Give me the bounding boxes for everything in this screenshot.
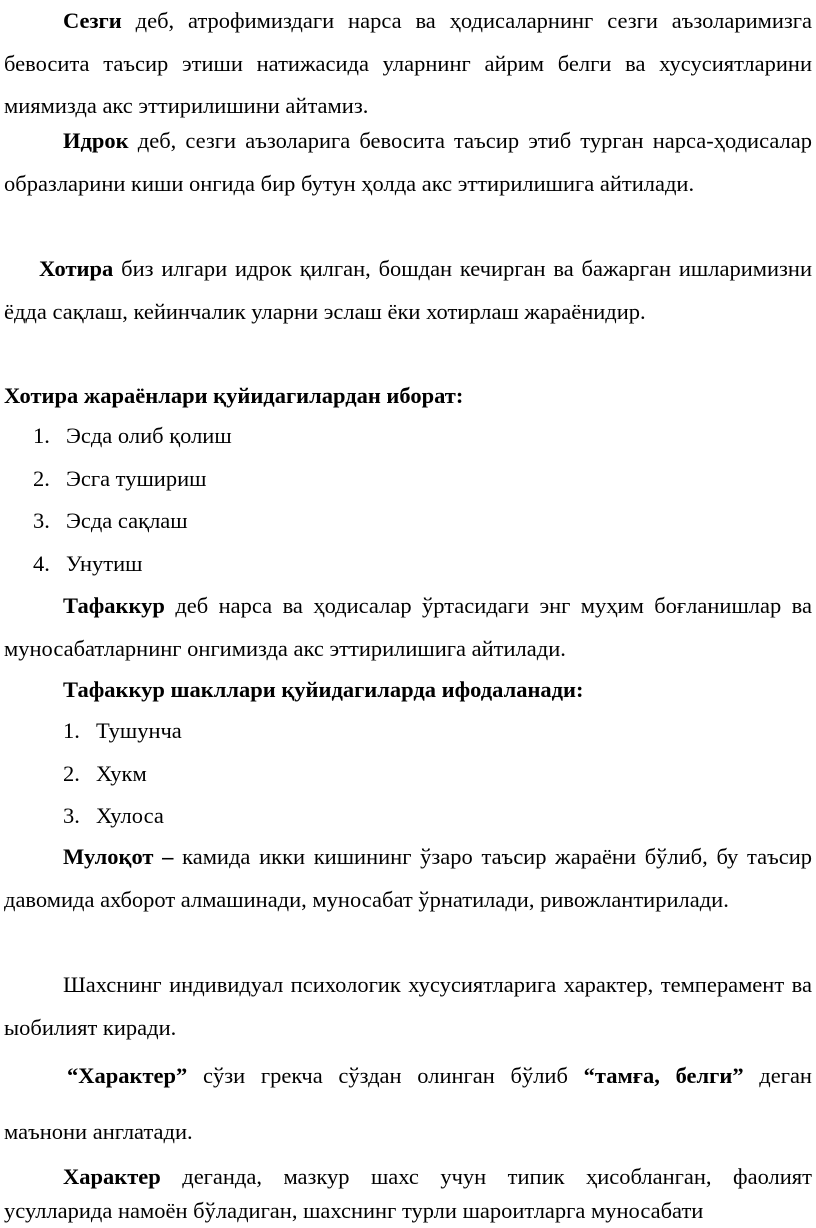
paragraph-communication xyxy=(4,836,812,921)
list-item-number: 4. xyxy=(33,550,50,576)
paragraph-sensation xyxy=(4,0,812,128)
list-item xyxy=(33,500,232,543)
list-item xyxy=(33,458,232,501)
list-item-label: Эсга тушириш xyxy=(66,465,207,491)
list-item xyxy=(63,710,182,753)
paragraph-memory xyxy=(4,248,812,333)
list-item-number: 2. xyxy=(63,760,80,786)
memory-processes-heading: Хотира жараёнлари қуйидагилардан иборат: xyxy=(4,383,464,408)
term-character-quoted: “Характер” xyxy=(67,1063,188,1088)
list-item-label: Тушунча xyxy=(96,718,182,743)
paragraph-character-origin-text-2: деган маънони англатади. xyxy=(4,1063,812,1144)
term-stamp-sign: “тамға, белги” xyxy=(583,1063,744,1088)
list-item-number: 3. xyxy=(33,508,50,533)
paragraph-sensation-text: деб, атрофимиздаги нарса ва ҳодисаларнинг сезги аъзоларимизга бевосита таъсир этиши натижасида уларнинг айрим белги ва хусусиятларини миямизда акс эттирилишини айтамиз. xyxy=(4,8,812,118)
term-character: Характер xyxy=(63,1164,161,1189)
paragraph-character-origin-text-1: сўзи грекча сўздан олинган бўлиб xyxy=(187,1063,584,1088)
paragraph-thinking xyxy=(4,585,812,670)
list-item xyxy=(33,415,232,458)
list-item-number: 2. xyxy=(33,465,50,491)
list-item-label: Эсда олиб қолиш xyxy=(66,423,232,448)
paragraph-thinking-text: деб нарса ва ҳодисалар ўртасидаги энг муҳим боғланишлар ва муносабатларнинг онгимизда акс эттирилишига айтилади. xyxy=(4,593,812,661)
paragraph-perception xyxy=(4,120,812,205)
memory-processes-list xyxy=(33,415,232,585)
list-item-label: Хукм xyxy=(96,760,147,786)
list-item-label: Унутиш xyxy=(66,550,143,576)
paragraph-communication-text: камида икки кишининг ўзаро таъсир жараёни бўлиб, бу таъсир давомида ахборот алмашинади, муносабат ўрнатилади, ривожлантирилади. xyxy=(4,844,812,912)
term-memory: Хотира xyxy=(39,256,114,281)
list-item xyxy=(63,795,182,838)
term-communication: Мулоқот – xyxy=(63,844,174,869)
paragraph-character-definition-text: деганда, мазкур шахс учун типик ҳисобланган, фаолият усулларида намоён бўладиган, шахснинг турли шароитларга муносабати xyxy=(4,1164,812,1223)
list-item-number: 3. xyxy=(63,803,80,828)
term-perception: Идрок xyxy=(63,128,129,153)
term-thinking: Тафаккур xyxy=(63,593,165,618)
list-item xyxy=(63,753,182,796)
paragraph-perception-text: деб, сезги аъзоларига бевосита таъсир этиб турган нарса-ҳодисалар образларини киши онгида бир бутун ҳолда акс эттирилишига айтилади. xyxy=(4,128,812,196)
thinking-forms-heading: Тафаккур шакллари қуйидагиларда ифодаланади: xyxy=(63,677,584,702)
paragraph-individual-traits-text: Шахснинг индивидуал психологик хусусиятларига характер, темперамент ва ыобилият киради. xyxy=(4,972,812,1040)
paragraph-character-definition xyxy=(4,1160,812,1228)
paragraph-character-origin xyxy=(4,1048,812,1160)
thinking-forms-list xyxy=(63,710,182,838)
paragraph-memory-text: биз илгари идрок қилган, бошдан кечирган ва бажарган ишларимизни ёдда сақлаш, кейинчалик уларни эслаш ёки хотирлаш жараёнидир. xyxy=(4,256,812,324)
paragraph-individual-traits xyxy=(4,964,812,1049)
list-item-number: 1. xyxy=(33,423,50,448)
list-item-label: Эсда сақлаш xyxy=(66,508,188,533)
list-item xyxy=(33,543,232,586)
list-item-label: Хулоса xyxy=(96,803,164,828)
list-item-number: 1. xyxy=(63,718,80,743)
term-sensation: Сезги xyxy=(63,8,122,33)
